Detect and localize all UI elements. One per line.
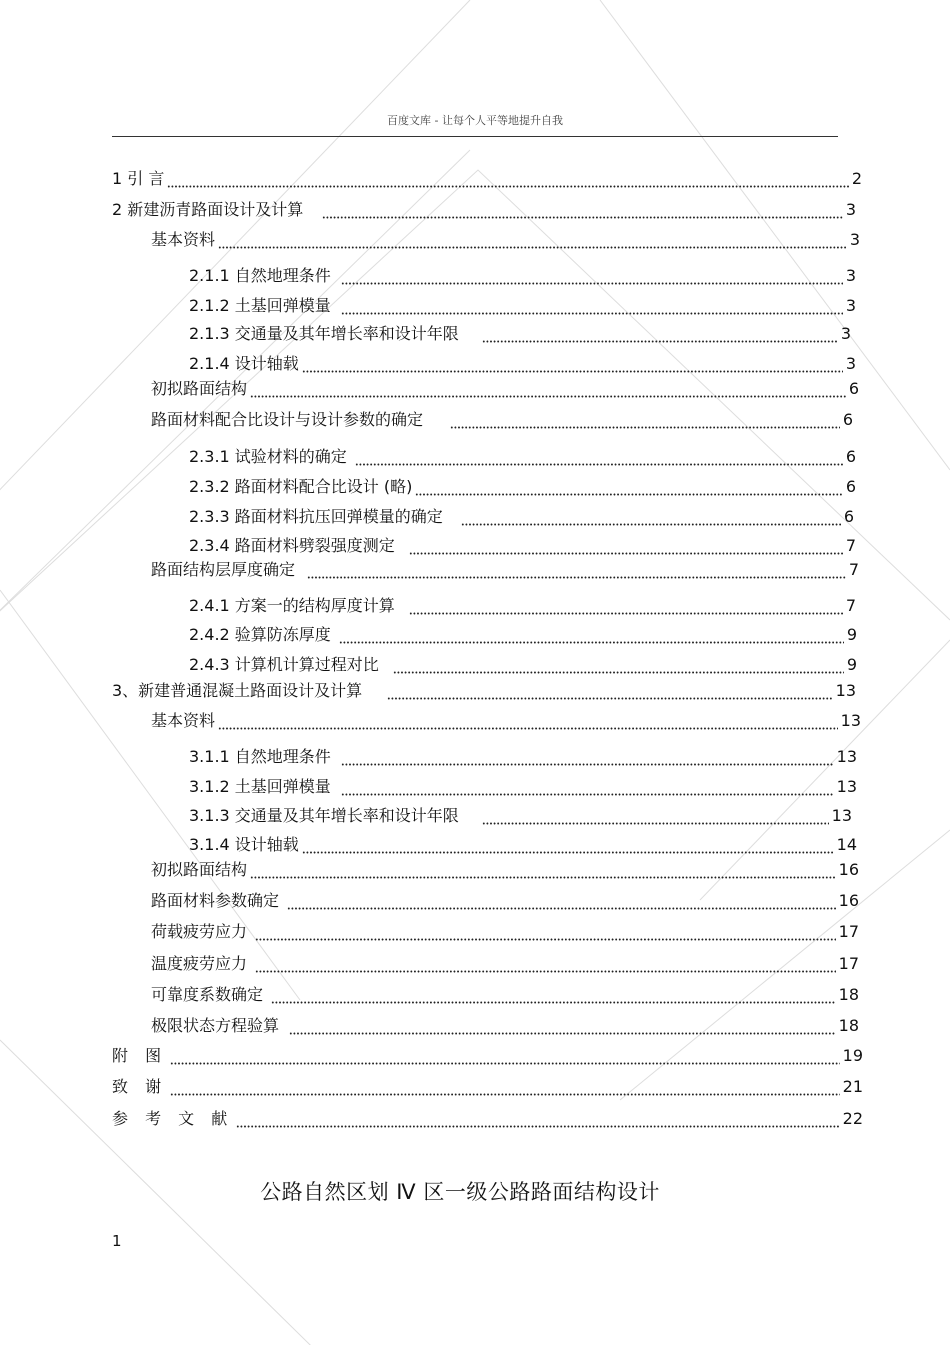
toc-entry[interactable]	[151, 890, 859, 912]
toc-dot-leader	[236, 1108, 839, 1130]
toc-entry-page: 3	[840, 324, 851, 343]
toc-entry[interactable]	[112, 199, 856, 221]
toc-entry-label: 2.3.1 试验材料的确定	[189, 447, 347, 466]
toc-entry-page: 16	[838, 891, 859, 910]
toc-entry[interactable]	[189, 353, 856, 375]
header-rule	[112, 136, 838, 137]
toc-entry-page: 13	[836, 777, 857, 796]
toc-dot-leader	[341, 776, 834, 798]
toc-entry-label: 路面材料配合比设计与设计参数的确定	[151, 410, 429, 429]
toc-entry-page: 21	[842, 1077, 863, 1096]
toc-entry-page: 16	[838, 860, 859, 879]
toc-entry[interactable]	[112, 1076, 863, 1098]
toc-entry-label: 3.1.2 土基回弹模量	[189, 777, 331, 796]
toc-dot-leader	[409, 595, 843, 617]
toc-entry-label: 基本资料	[151, 711, 216, 730]
page-header: 百度文库 - 让每个人平等地提升自我	[387, 114, 563, 127]
page-number: 1	[112, 1232, 122, 1250]
toc-entry-label: 2.1.4 设计轴载	[189, 354, 299, 373]
toc-entry-page: 18	[838, 1016, 859, 1035]
toc-entry[interactable]	[189, 506, 854, 528]
toc-dot-leader	[355, 446, 843, 468]
toc-dot-leader	[322, 199, 842, 221]
toc-entry[interactable]	[189, 535, 856, 557]
toc-entry-label: 2.3.2 路面材料配合比设计 (略)	[189, 477, 413, 496]
toc-entry-page: 13	[835, 681, 856, 700]
toc-entry-page: 2	[851, 169, 862, 188]
toc-entry-label: 2.3.3 路面材料抗压回弹模量的确定	[189, 507, 443, 526]
toc-dot-leader	[387, 680, 832, 702]
toc-dot-leader	[341, 265, 843, 287]
toc-entry[interactable]	[151, 229, 860, 251]
toc-entry[interactable]	[189, 595, 856, 617]
toc-entry-page: 3	[845, 354, 856, 373]
toc-dot-leader	[393, 654, 844, 676]
toc-entry-page: 6	[842, 410, 853, 429]
toc-dot-leader	[302, 353, 843, 375]
toc-entry[interactable]	[151, 710, 861, 732]
toc-entry[interactable]	[151, 859, 859, 881]
toc-dot-leader	[250, 859, 836, 881]
document-title: 公路自然区划 Ⅳ 区一级公路路面结构设计	[260, 1180, 660, 1204]
toc-entry-page: 17	[838, 922, 859, 941]
toc-entry[interactable]	[189, 776, 857, 798]
toc-entry[interactable]	[189, 805, 852, 827]
toc-entry-label: 2.1.1 自然地理条件	[189, 266, 331, 285]
toc-dot-leader	[167, 168, 848, 190]
toc-entry-page: 3	[845, 266, 856, 285]
toc-dot-leader	[339, 624, 844, 646]
toc-entry[interactable]	[112, 680, 856, 702]
toc-entry-page: 6	[848, 379, 859, 398]
toc-dot-leader	[461, 506, 841, 528]
toc-entry[interactable]	[189, 746, 857, 768]
toc-dot-leader	[289, 1015, 836, 1037]
toc-dot-leader	[170, 1045, 840, 1067]
toc-entry[interactable]	[112, 1108, 863, 1130]
toc-entry-label: 荷载疲劳应力	[151, 922, 248, 941]
toc-entry-page: 6	[845, 477, 856, 496]
toc-entry-label: 2.3.4 路面材料劈裂强度测定	[189, 536, 395, 555]
toc-entry-page: 14	[836, 835, 857, 854]
toc-dot-leader	[415, 476, 842, 498]
toc-entry-page: 7	[848, 560, 859, 579]
toc-entry[interactable]	[189, 265, 856, 287]
toc-entry-page: 6	[843, 507, 854, 526]
toc-entry-label: 温度疲劳应力	[151, 954, 248, 973]
toc-entry-page: 3	[845, 296, 856, 315]
toc-entry-page: 7	[845, 536, 856, 555]
toc-entry[interactable]	[151, 953, 859, 975]
toc-entry-label: 致 谢	[112, 1077, 168, 1096]
toc-entry-label: 初拟路面结构	[151, 379, 248, 398]
toc-dot-leader	[341, 746, 834, 768]
toc-entry-page: 13	[831, 806, 852, 825]
toc-entry-label: 3、新建普通混凝土路面设计及计算	[112, 681, 368, 700]
toc-dot-leader	[218, 710, 838, 732]
toc-entry-page: 19	[842, 1046, 863, 1065]
toc-entry[interactable]	[189, 323, 851, 345]
toc-entry-label: 3.1.1 自然地理条件	[189, 747, 331, 766]
toc-dot-leader	[341, 295, 843, 317]
toc-dot-leader	[250, 378, 846, 400]
toc-entry[interactable]	[112, 168, 862, 190]
toc-entry-page: 18	[838, 985, 859, 1004]
toc-entry-label: 1 引 言	[112, 169, 165, 188]
toc-entry-label: 路面结构层厚度确定	[151, 560, 296, 579]
toc-entry[interactable]	[151, 409, 853, 431]
toc-entry-label: 2 新建沥青路面设计及计算	[112, 200, 309, 219]
toc-entry-page: 3	[849, 230, 860, 249]
toc-dot-leader	[482, 805, 829, 827]
toc-dot-leader	[271, 984, 836, 1006]
toc-entry-label: 2.4.2 验算防冻厚度	[189, 625, 331, 644]
toc-entry-page: 13	[840, 711, 861, 730]
toc-entry[interactable]	[151, 378, 859, 400]
toc-dot-leader	[255, 953, 836, 975]
toc-entry[interactable]	[151, 559, 859, 581]
toc-entry-page: 13	[836, 747, 857, 766]
toc-entry[interactable]	[112, 1045, 863, 1067]
toc-entry-label: 2.4.1 方案一的结构厚度计算	[189, 596, 395, 615]
toc-entry-label: 附 图	[112, 1046, 168, 1065]
toc-dot-leader	[287, 890, 836, 912]
toc-entry-label: 2.1.2 土基回弹模量	[189, 296, 331, 315]
toc-entry[interactable]	[151, 921, 859, 943]
toc-dot-leader	[450, 409, 840, 431]
toc-entry-label: 2.4.3 计算机计算过程对比	[189, 655, 379, 674]
toc-dot-leader	[218, 229, 847, 251]
toc-entry[interactable]	[189, 295, 856, 317]
toc-dot-leader	[255, 921, 836, 943]
toc-dot-leader	[302, 834, 834, 856]
toc-entry-label: 3.1.4 设计轴载	[189, 835, 299, 854]
toc-entry[interactable]	[189, 624, 857, 646]
toc-entry-label: 参 考 文 献	[112, 1109, 234, 1128]
toc-entry-label: 极限状态方程验算	[151, 1016, 280, 1035]
toc-dot-leader	[170, 1076, 840, 1098]
toc-entry-label: 3.1.3 交通量及其年增长率和设计年限	[189, 806, 464, 825]
toc-entry-page: 17	[838, 954, 859, 973]
toc-entry[interactable]	[189, 446, 856, 468]
toc-dot-leader	[482, 323, 838, 345]
toc-entry[interactable]	[189, 654, 857, 676]
toc-entry-label: 可靠度系数确定	[151, 985, 264, 1004]
toc-entry[interactable]	[151, 984, 859, 1006]
toc-entry-label: 路面材料参数确定	[151, 891, 280, 910]
toc-entry-label: 2.1.3 交通量及其年增长率和设计年限	[189, 324, 464, 343]
toc-entry-page: 7	[845, 596, 856, 615]
toc-entry-page: 9	[846, 655, 857, 674]
toc-entry-label: 基本资料	[151, 230, 216, 249]
toc-entry[interactable]	[189, 476, 856, 498]
toc-entry-page: 9	[846, 625, 857, 644]
toc-entry[interactable]	[189, 834, 857, 856]
toc-entry-label: 初拟路面结构	[151, 860, 248, 879]
toc-dot-leader	[307, 559, 846, 581]
toc-entry-page: 6	[845, 447, 856, 466]
toc-dot-leader	[409, 535, 843, 557]
toc-entry[interactable]	[151, 1015, 859, 1037]
toc-entry-page: 22	[842, 1109, 863, 1128]
toc-entry-page: 3	[845, 200, 856, 219]
